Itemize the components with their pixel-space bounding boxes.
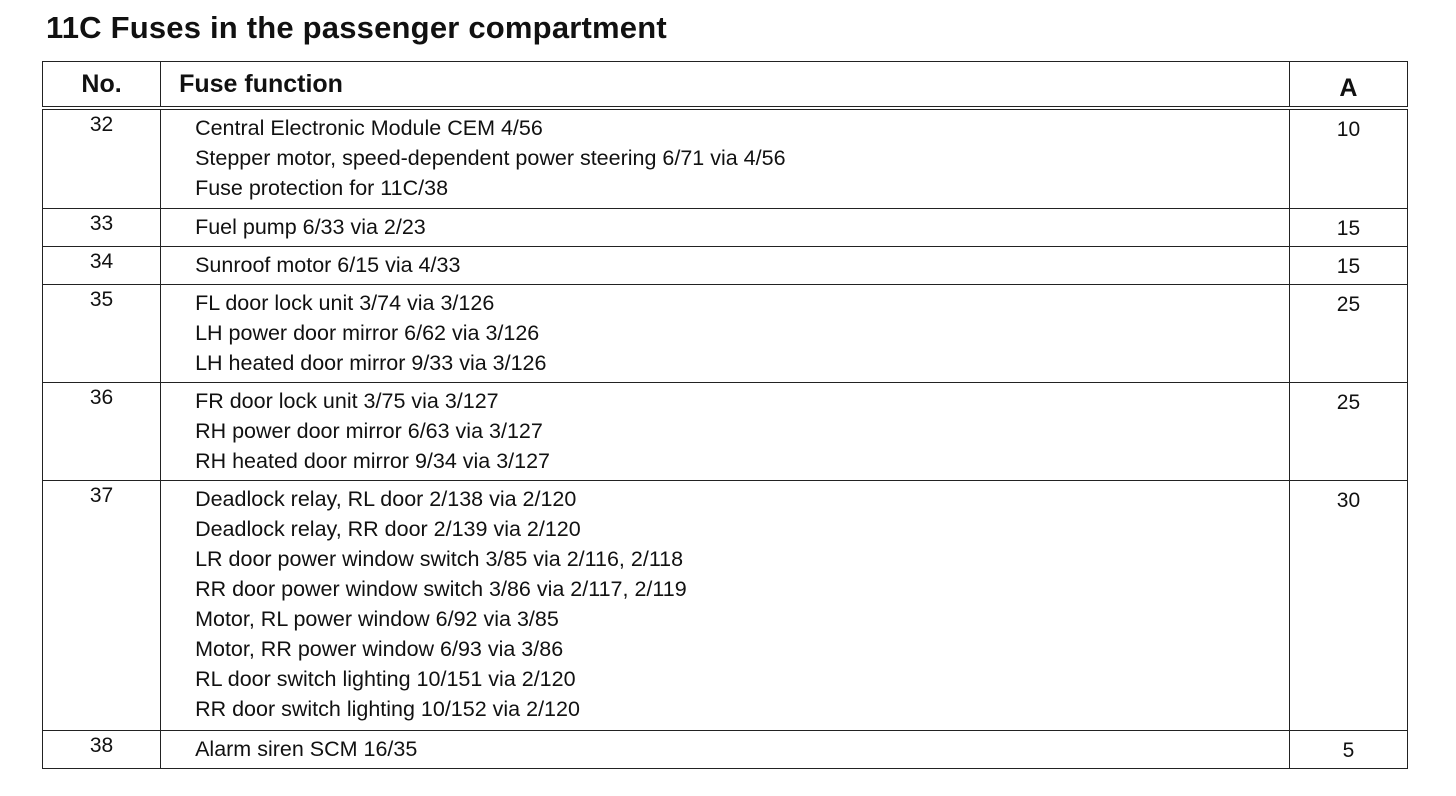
fuse-function-line: Deadlock relay, RL door 2/138 via 2/120 xyxy=(195,486,577,511)
fuse-amperage: 25 xyxy=(1289,382,1407,480)
header-no: No. xyxy=(43,62,161,109)
fuse-function-line: Alarm siren SCM 16/35 xyxy=(195,736,418,761)
page-title: 11C Fuses in the passenger compartment xyxy=(46,10,667,45)
fuse-amperage: 5 xyxy=(1289,730,1407,768)
fuse-table xyxy=(42,61,1408,769)
fuse-function-line: RL door switch lighting 10/151 via 2/120 xyxy=(195,666,576,691)
fuse-amperage: 15 xyxy=(1289,208,1407,246)
fuse-number: 33 xyxy=(43,208,161,246)
fuse-function-cell xyxy=(161,108,1290,208)
fuse-function-line: Stepper motor, speed-dependent power steering 6/71 via 4/56 xyxy=(195,146,786,170)
table-row xyxy=(43,108,1408,208)
fuse-function-cell xyxy=(161,208,1290,246)
fuse-number: 37 xyxy=(43,480,161,730)
fuse-function-line: LH heated door mirror 9/33 via 3/126 xyxy=(195,350,547,375)
fuse-function-line: Deadlock relay, RR door 2/139 via 2/120 xyxy=(195,516,581,541)
fuse-function-line: FL door lock unit 3/74 via 3/126 xyxy=(195,290,495,315)
table-row xyxy=(43,208,1408,246)
fuse-function-line: LR door power window switch 3/85 via 2/116, 2/118 xyxy=(195,546,684,571)
fuse-function-cell xyxy=(161,246,1290,284)
table-row xyxy=(43,480,1408,730)
header-fuse-function: Fuse function xyxy=(161,62,1290,109)
fuse-function-line: RH power door mirror 6/63 via 3/127 xyxy=(195,418,543,443)
fuse-number: 35 xyxy=(43,284,161,382)
fuse-number: 34 xyxy=(43,246,161,284)
fuse-function-cell xyxy=(161,382,1290,480)
fuse-function-cell xyxy=(161,730,1290,768)
fuse-number: 38 xyxy=(43,730,161,768)
fuse-function-line: Central Electronic Module CEM 4/56 xyxy=(195,116,543,140)
fuse-function-line: Sunroof motor 6/15 via 4/33 xyxy=(195,252,461,277)
fuse-function-line: RH heated door mirror 9/34 via 3/127 xyxy=(195,448,551,473)
fuse-function-line: LH power door mirror 6/62 via 3/126 xyxy=(195,320,540,345)
fuse-function-cell xyxy=(161,480,1290,730)
fuse-function-line: RR door power window switch 3/86 via 2/117, 2/119 xyxy=(195,576,687,601)
table-header-row xyxy=(43,62,1408,109)
fuse-function-line: Fuel pump 6/33 via 2/23 xyxy=(195,214,426,239)
fuse-function-line: Fuse protection for 11C/38 xyxy=(195,176,449,200)
fuse-number: 36 xyxy=(43,382,161,480)
fuse-rows xyxy=(43,108,1408,768)
table-row xyxy=(43,730,1408,768)
fuse-amperage: 30 xyxy=(1289,480,1407,730)
table-row xyxy=(43,382,1408,480)
fuse-function-line: FR door lock unit 3/75 via 3/127 xyxy=(195,388,499,413)
fuse-function-line: RR door switch lighting 10/152 via 2/120 xyxy=(195,696,580,721)
fuse-amperage: 10 xyxy=(1289,108,1407,208)
table-row xyxy=(43,284,1408,382)
fuse-function-line: Motor, RR power window 6/93 via 3/86 xyxy=(195,636,564,661)
fuse-amperage: 15 xyxy=(1289,246,1407,284)
fuse-function-cell xyxy=(161,284,1290,382)
header-amps: A xyxy=(1289,62,1407,109)
fuse-number: 32 xyxy=(43,108,161,208)
table-row xyxy=(43,246,1408,284)
fuse-amperage: 25 xyxy=(1289,284,1407,382)
fuse-function-line: Motor, RL power window 6/92 via 3/85 xyxy=(195,606,559,631)
